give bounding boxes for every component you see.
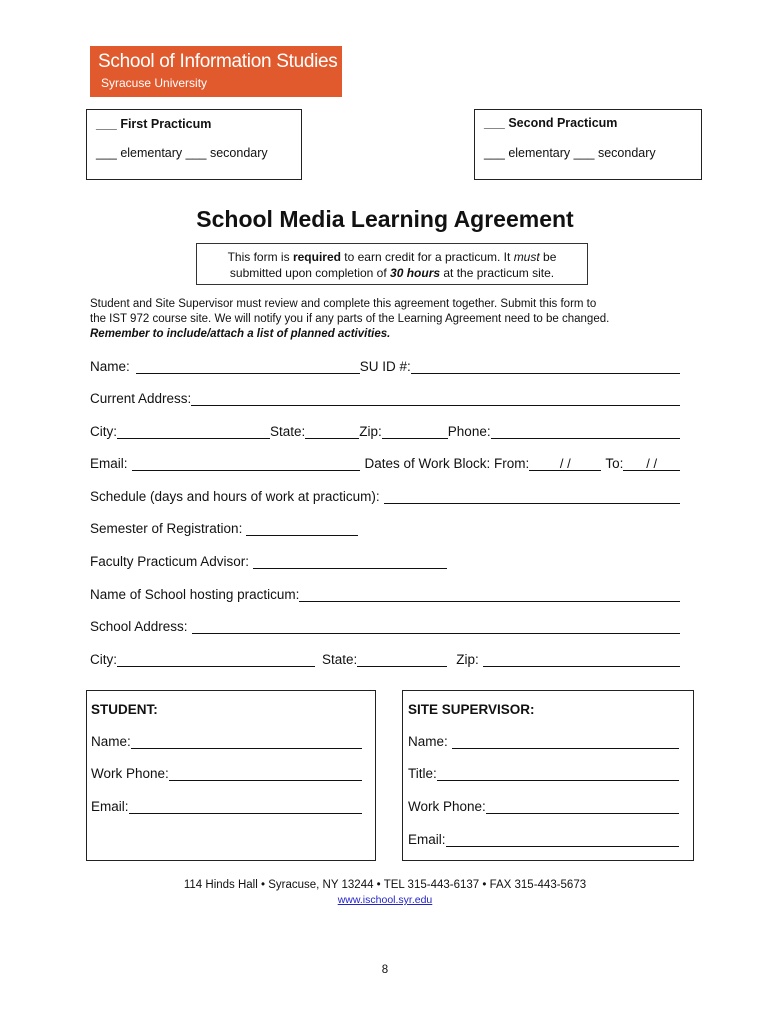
logo-title: School of Information Studies	[98, 51, 338, 72]
site-supervisor-box	[402, 690, 694, 861]
school-zip-label: Zip:	[456, 652, 479, 667]
semester-row	[90, 516, 680, 536]
notice-line-2: submitted upon completion of 30 hours at the practicum site.	[229, 266, 555, 280]
school-address-row	[90, 614, 680, 634]
current-address-row	[90, 386, 680, 406]
school-state-label: State:	[322, 652, 358, 667]
email-line[interactable]	[132, 457, 360, 471]
date-from-line[interactable]: / /	[529, 457, 601, 471]
second-practicum-box	[474, 109, 702, 180]
school-name-row	[90, 582, 680, 602]
schedule-line[interactable]	[384, 490, 680, 504]
supervisor-heading: SITE SUPERVISOR:	[408, 702, 535, 717]
dates-label: Dates of Work Block: From:	[364, 456, 530, 471]
school-city-row	[90, 647, 680, 667]
footer-address: 114 Hinds Hall • Syracuse, NY 13244 • TEL 315-443-6137 • FAX 315-443-5673	[183, 879, 587, 891]
student-name-field: Name:	[91, 729, 362, 749]
city-label: City:	[90, 424, 117, 439]
zip-label: Zip:	[359, 424, 382, 439]
suid-label: SU ID #:	[359, 359, 411, 374]
phone-line[interactable]	[491, 425, 680, 439]
zip-line[interactable]	[382, 425, 448, 439]
school-logo	[90, 46, 342, 97]
schedule-label: Schedule (days and hours of work at practicum):	[90, 489, 380, 504]
student-name-line[interactable]	[131, 735, 362, 749]
state-label: State:	[270, 424, 306, 439]
state-line[interactable]	[305, 425, 359, 439]
supervisor-email-line[interactable]	[446, 833, 679, 847]
supervisor-work-phone-field: Work Phone:	[408, 794, 679, 814]
email-label: Email:	[90, 456, 128, 471]
school-city-label: City:	[90, 652, 117, 667]
supervisor-name-field: Name:	[408, 729, 679, 749]
supervisor-title-line[interactable]	[437, 767, 679, 781]
current-address-label: Current Address:	[90, 391, 192, 406]
supervisor-title-field: Title:	[408, 761, 679, 781]
email-dates-row	[90, 451, 680, 471]
notice-box	[196, 243, 588, 285]
student-email-field: Email:	[91, 794, 362, 814]
first-practicum-box	[86, 109, 302, 180]
page-number: 8	[381, 964, 389, 976]
advisor-row	[90, 549, 680, 569]
semester-line[interactable]	[246, 522, 358, 536]
school-name-label: Name of School hosting practicum:	[90, 587, 300, 602]
student-work-phone-line[interactable]	[169, 767, 362, 781]
semester-label: Semester of Registration:	[90, 521, 243, 536]
name-label: Name:	[90, 359, 130, 374]
notice-line-1: This form is required to earn credit for a practicum. It must be	[227, 250, 557, 264]
school-city-line[interactable]	[117, 653, 315, 667]
city-line[interactable]	[117, 425, 270, 439]
suid-line[interactable]	[411, 360, 680, 374]
first-practicum-options: ___ elementary ___ secondary	[96, 146, 268, 160]
website-link[interactable]: www.ischool.syr.edu	[337, 894, 433, 906]
school-address-label: School Address:	[90, 619, 188, 634]
first-practicum-title: ___ First Practicum	[96, 117, 212, 131]
second-practicum-options: ___ elementary ___ secondary	[484, 146, 656, 160]
logo-subtitle: Syracuse University	[101, 76, 208, 90]
schedule-row	[90, 484, 680, 504]
instructions: Student and Site Supervisor must review and complete this agreement together. Submit this form to the IST 972 course site. We will notify you if any parts of the Learning Agreement need to be changed. Remember to include/attach a list of planned activities.	[90, 298, 610, 340]
student-work-phone-field: Work Phone:	[91, 761, 362, 781]
name-row	[90, 354, 680, 374]
student-box	[86, 690, 376, 861]
supervisor-work-phone-line[interactable]	[486, 800, 679, 814]
school-name-line[interactable]	[299, 588, 680, 602]
school-zip-line[interactable]	[483, 653, 680, 667]
second-practicum-title: ___ Second Practicum	[484, 116, 618, 130]
student-email-line[interactable]	[129, 800, 362, 814]
school-address-line[interactable]	[192, 620, 680, 634]
to-label: To:	[605, 456, 624, 471]
page-title: School Media Learning Agreement	[196, 206, 574, 232]
school-state-line[interactable]	[357, 653, 447, 667]
student-heading: STUDENT:	[91, 702, 158, 717]
current-address-line[interactable]	[191, 392, 680, 406]
name-line[interactable]	[136, 360, 360, 374]
supervisor-name-line[interactable]	[452, 735, 679, 749]
supervisor-email-field: Email:	[408, 827, 679, 847]
phone-label: Phone:	[447, 424, 491, 439]
advisor-label: Faculty Practicum Advisor:	[90, 554, 250, 569]
date-to-line[interactable]: / /	[623, 457, 680, 471]
advisor-line[interactable]	[253, 555, 447, 569]
city-state-zip-phone-row	[90, 419, 680, 439]
